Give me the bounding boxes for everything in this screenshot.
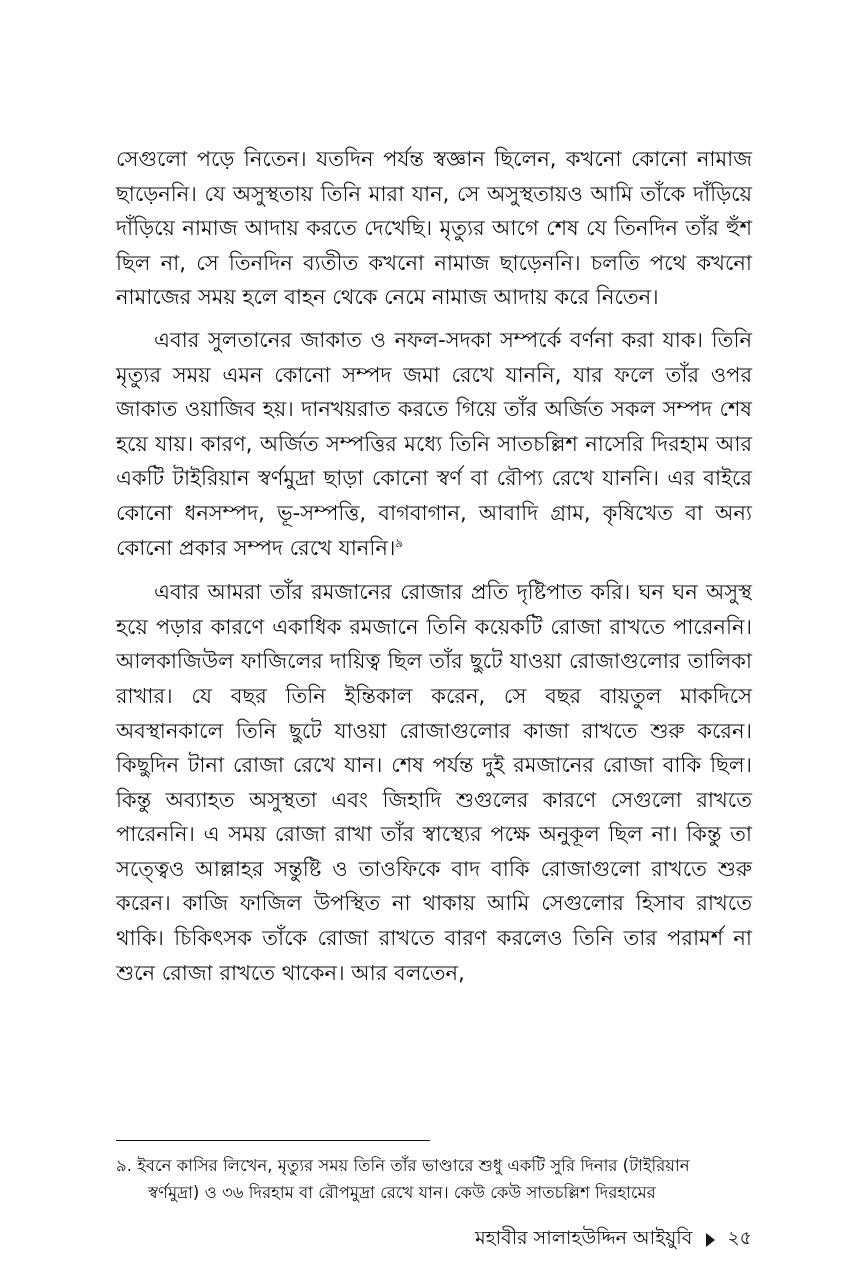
paragraph-1	[116, 142, 752, 315]
paragraph-2	[116, 323, 752, 565]
page-number: ২৫	[727, 1227, 752, 1249]
paragraph-1-text: সেগুলো পড়ে নিতেন। যতদিন পর্যন্ত স্বজ্ঞান ছিলেন, কখনো কোনো নামাজ ছাড়েননি। যে অসুস্থতায় তিনি মারা যান, সে অসুস্থতায়ও আমি তাঁকে দাঁড়িয়ে দাঁড়িয়ে নামাজ আদায় করতে দেখেছি। মৃত্যুর আগে শেষ যে তিনদিন তাঁর হুঁশ ছিল না, সে তিনদিন ব্যতীত কখনো নামাজ ছাড়েননি। চলতি পথে কখনো নামাজের সময় হলে বাহন থেকে নেমে নামাজ আদায় করে নিতেন।	[116, 147, 752, 310]
main-text	[116, 142, 752, 990]
paragraph-3-text: এবার আমরা তাঁর রমজানের রোজার প্রতি দৃষ্টিপাত করি। ঘন ঘন অসুস্থ হয়ে পড়ার কারণে একাধিক রমজানে তিনি কয়েকটি রোজা রাখতে পারেননি। আলকাজিউল ফাজিলের দায়িত্ব ছিল তাঁর ছুটে যাওয়া রোজাগুলোর তালিকা রাখার। যে বছর তিনি ইন্তিকাল করেন, সে বছর বায়তুল মাকদিসে অবস্থানকালে তিনি ছুটে যাওয়া রোজাগুলোর কাজা রাখতে শুরু করেন। কিছুদিন টানা রোজা রেখে যান। শেষ পর্যন্ত দুই রমজানের রোজা বাকি ছিল। কিন্তু অব্যাহত অসুস্থতা এবং জিহাদি শুগুলের কারণে সেগুলো রাখতে পারেননি। এ সময় রোজা রাখা তাঁর স্বাস্থ্যের পক্ষে অনুকূল ছিল না। কিন্তু তা সত্ত্বেও আল্লাহর সন্তুষ্টি ও তাওফিকে বাদ বাকি রোজাগুলো রাখতে শুরু করেন। কাজি ফাজিল উপস্থিত না থাকায় আমি সেগুলোর হিসাব রাখতে থাকি। চিকিৎসক তাঁকে রোজা রাখতে বারণ করলেও তিনি তার পরামর্শ না শুনে রোজা রাখতে থাকেন। আর বলতেন,	[116, 580, 752, 985]
footnote-separator	[116, 1140, 430, 1141]
footnote-reference: ৯	[395, 535, 404, 550]
footnote-line-2: স্বর্ণমুদ্রা) ও ৩৬ দিরহাম বা রৌপমুদ্রা রেখে যান। কেউ কেউ সাতচল্লিশ দিরহামের	[148, 1183, 656, 1202]
triangle-right-icon	[706, 1233, 715, 1247]
paragraph-3	[116, 575, 752, 990]
running-footer	[475, 1226, 752, 1254]
book-title: মহাবীর সালাহউদ্দিন আইয়ুবি	[475, 1227, 693, 1249]
footnote-line-1: ৯. ইবনে কাসির লিখেন, মৃত্যুর সময় তিনি তাঁর ভাণ্ডারে শুধু একটি সুরি দিনার (টাইরিয়ান	[116, 1156, 690, 1175]
paragraph-2-text: এবার সুলতানের জাকাত ও নফল-সদকা সম্পর্কে বর্ণনা করা যাক। তিনি মৃত্যুর সময় এমন কোনো সম্পদ জমা রেখে যাননি, যার ফলে তাঁর ওপর জাকাত ওয়াজিব হয়। দানখয়রাত করতে গিয়ে তাঁর অর্জিত সকল সম্পদ শেষ হয়ে যায়। কারণ, অর্জিত সম্পত্তির মধ্যে তিনি সাতচল্লিশ নাসেরি দিরহাম আর একটি টাইরিয়ান স্বর্ণমুদ্রা ছাড়া কোনো স্বর্ণ বা রৌপ্য রেখে যাননি। এর বাইরে কোনো ধনসম্পদ, ভূ-সম্পত্তি, বাগবাগান, আবাদি গ্রাম, কৃষিখেত বা অন্য কোনো প্রকার সম্পদ রেখে যাননি।	[116, 327, 752, 560]
footnote	[116, 1152, 752, 1206]
